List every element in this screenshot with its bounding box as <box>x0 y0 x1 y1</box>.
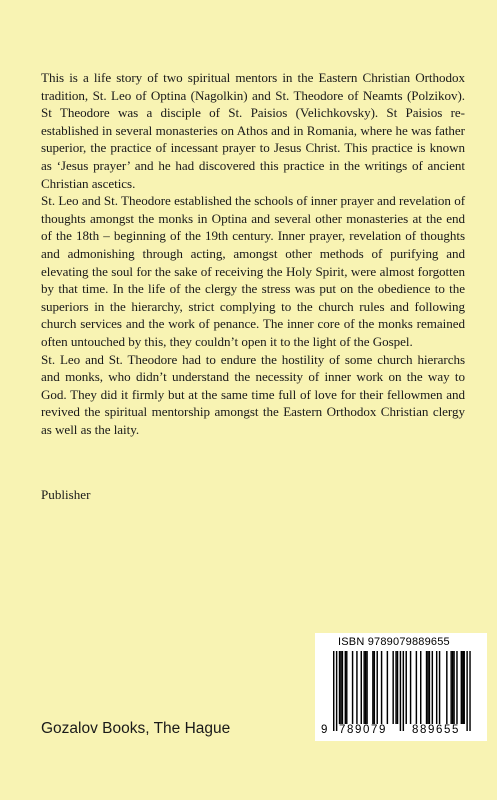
barcode-digits-right: 889655 <box>412 724 460 736</box>
barcode-bar <box>342 651 343 724</box>
barcode-bar <box>416 651 417 724</box>
barcode-bar <box>427 651 428 724</box>
barcode-bar <box>366 651 367 724</box>
barcode-bar <box>410 651 411 724</box>
barcode-bar <box>356 651 357 724</box>
barcode-bar <box>345 651 346 724</box>
barcode-bar <box>361 651 362 724</box>
barcode-bar <box>374 651 375 724</box>
barcode-guard-bar <box>336 651 337 731</box>
publisher-signature: Publisher <box>41 487 91 502</box>
barcode-bar <box>363 651 364 724</box>
publisher-imprint: Gozalov Books, The Hague <box>41 720 231 737</box>
barcode-bar <box>365 651 366 724</box>
barcode-bar <box>446 651 447 724</box>
barcode-guard-bar <box>333 651 334 731</box>
barcode-bar <box>381 651 382 724</box>
blurb-paragraph-2: St. Leo and St. Theodore established the schools of inner prayer and revelation of thoughts amongst the monks in Optina and several other monasteries at the end of the 18th – beginning of the 19th century. Inner prayer, revelation of thoughts and admonishing through acting, amongst other methods of purifying and elevating the soul for the sake of receiving the Holy Spirit, were almost forgotten by that time. In the life of the clergy the stress was put on the obedience to the superiors in the hierarchy, strict complying to the church rules and following church services and the work of penance. The inner core of the monks remained often untouched by this, they couldn’t open it to the light of the Gospel. <box>41 193 465 349</box>
barcode-bar <box>464 651 465 724</box>
barcode-bar <box>436 651 437 724</box>
barcode-bar <box>452 651 453 724</box>
barcode-guard-bar <box>400 651 401 731</box>
barcode-bar <box>432 651 433 724</box>
barcode-bar <box>450 651 451 724</box>
blurb-paragraph-3: St. Leo and St. Theodore had to endure the hostility of some church hierarchs and monks, who didn’t understand the necessity of inner work on the way to God. They did it firmly but at the same time full of love for their fellowmen and revived the spiritual mentorship amongst the Eastern Orthodox Christian clergy as well as the laity. <box>41 351 465 437</box>
blurb-paragraph-1: This is a life story of two spiritual mentors in the Eastern Christian Orthodox tradition, St. Leo of Optina (Nagolkin) and St. Theodore of Neamts (Polzikov). St Theodore was a disciple of St. Paisios (Velichkovsky). St Paisios re-established in several monasteries on Athos and in Romania, where he was father superior, the practice of incessant prayer to Jesus Christ. This practice is known as ‘Jesus prayer’ and he had discovered this practice in the writings of ancient Christian ascetics. <box>41 70 465 191</box>
barcode-bar <box>387 651 388 724</box>
isbn-label: ISBN 9789079889655 <box>338 636 450 648</box>
barcode-bar <box>439 651 440 724</box>
barcode-bar <box>352 651 353 724</box>
barcode-bar <box>339 651 340 724</box>
barcode-bar <box>426 651 427 724</box>
barcode-bar <box>377 651 378 724</box>
barcode-guard-bar <box>466 651 467 731</box>
barcode-bar <box>453 651 454 724</box>
isbn-barcode <box>315 633 487 741</box>
barcode-bar <box>420 651 421 724</box>
barcode-bar <box>392 651 393 724</box>
barcode-digit-first: 9 <box>321 724 328 736</box>
barcode-bar <box>395 651 396 724</box>
barcode-guard-bar <box>469 651 470 731</box>
barcode-bar <box>461 651 462 724</box>
barcode-bar <box>372 651 373 724</box>
barcode-bar <box>340 651 341 724</box>
barcode-bar <box>462 651 463 724</box>
barcode-bar <box>456 651 457 724</box>
barcode-guard-bar <box>403 651 404 731</box>
barcode-bar <box>346 651 347 724</box>
barcode-bar <box>429 651 430 724</box>
blurb-text <box>41 69 465 438</box>
barcode-digits-left: 789079 <box>339 724 387 736</box>
barcode-bar <box>397 651 398 724</box>
barcode-bar <box>406 651 407 724</box>
